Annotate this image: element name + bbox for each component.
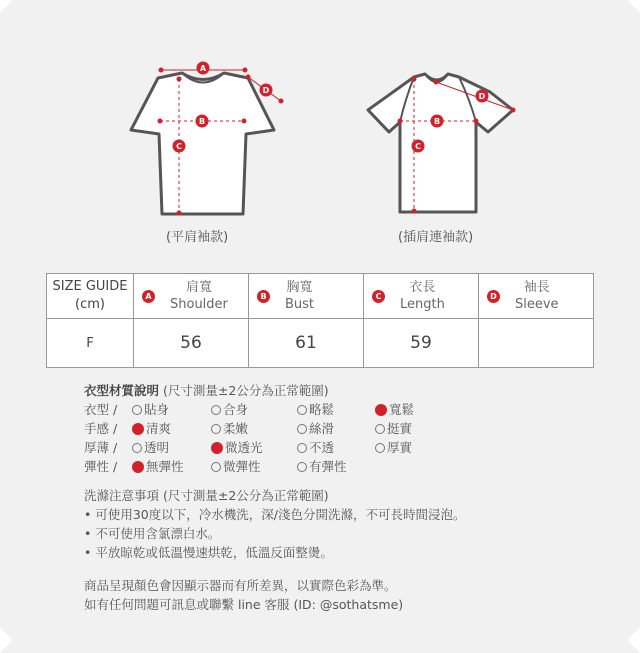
selected-circle-icon (132, 423, 144, 435)
frame-corner-bottom-right (627, 627, 640, 652)
header-en: Sleeve (515, 297, 559, 312)
selected-circle-icon (375, 404, 387, 416)
circle-icon (132, 443, 142, 453)
list-item: • 可使用30度以下，冷水機洗，深/淺色分開洗滌，不可長時間浸泡。 (84, 507, 466, 522)
sleeve-value (479, 319, 594, 368)
material-row-label: 手感 / (84, 421, 118, 436)
selected-circle-icon (132, 461, 144, 473)
table-header-row (47, 274, 594, 319)
badge-a: A (142, 290, 155, 303)
material-row (84, 457, 347, 476)
list-item: • 不可使用含氯漂白水。 (84, 526, 221, 541)
badge-c: C (372, 290, 385, 303)
measurement-diagram (0, 0, 640, 270)
badge-b: B (433, 117, 441, 126)
header-zh: 衣長 (409, 280, 436, 295)
wash-section (84, 486, 465, 562)
shoulder-value: 56 (134, 319, 249, 368)
header-length (364, 274, 479, 319)
circle-icon (375, 443, 385, 453)
header-en: Bust (285, 297, 315, 312)
size-label: F (47, 319, 134, 368)
material-note: (尺寸測量±2公分為正常範圍) (163, 383, 329, 398)
header-en: Shoulder (170, 297, 228, 312)
bust-value: 61 (249, 319, 364, 368)
selected-circle-icon (211, 442, 223, 454)
material-row (84, 419, 413, 438)
material-option: 無彈性 (132, 457, 184, 476)
material-row-label: 衣型 / (84, 402, 118, 417)
badge-b: B (198, 117, 206, 126)
material-option: 挺實 (375, 419, 412, 438)
circle-icon (297, 443, 307, 453)
caption-raglan: (插肩連袖款) (398, 230, 474, 245)
material-option: 微透光 (211, 438, 263, 457)
circle-icon (297, 405, 307, 415)
material-option: 不透 (297, 438, 334, 457)
header-zh: 胸寬 (286, 280, 313, 295)
material-heading (84, 381, 329, 400)
material-title: 衣型材質說明 (84, 383, 160, 398)
header-en: Length (400, 297, 445, 312)
header-shoulder (134, 274, 249, 319)
material-option: 透明 (132, 438, 169, 457)
circle-icon (132, 405, 142, 415)
table-row (47, 319, 594, 368)
material-option: 清爽 (132, 419, 171, 438)
circle-icon (375, 424, 385, 434)
circle-icon (297, 424, 307, 434)
circle-icon (211, 462, 221, 472)
badge-b: B (257, 290, 270, 303)
unit-label: (cm) (75, 297, 105, 312)
material-option: 絲滑 (297, 419, 334, 438)
circle-icon (211, 424, 221, 434)
material-option: 柔嫩 (211, 419, 248, 438)
material-row-label: 厚薄 / (84, 440, 118, 455)
header-zh: 肩寬 (185, 280, 212, 295)
material-section (84, 381, 415, 476)
material-option: 厚實 (375, 438, 412, 457)
size-guide-corner (47, 274, 134, 319)
frame-corner-bottom-left (0, 627, 13, 652)
material-option: 貼身 (132, 400, 169, 419)
circle-icon (297, 462, 307, 472)
header-zh: 袖長 (523, 280, 550, 295)
material-row (84, 438, 413, 457)
badge-c: C (176, 142, 182, 151)
material-option: 有彈性 (297, 457, 347, 476)
badge-d: D (262, 86, 270, 95)
wash-title: 洗滌注意事項 (尺寸測量±2公分為正常範圍) (84, 488, 329, 503)
badge-a: A (199, 64, 207, 73)
size-guide-table (46, 273, 594, 368)
header-bust (249, 274, 364, 319)
material-option: 寬鬆 (375, 400, 414, 419)
tee-raglan-icon (368, 74, 513, 212)
color-disclaimer: 商品呈現顏色會因顯示器而有所差異，以實際色彩為準。 (84, 578, 397, 593)
material-option: 略鬆 (297, 400, 334, 419)
badge-d: D (478, 92, 486, 101)
badge-d: D (487, 290, 500, 303)
material-row-label: 彈性 / (84, 459, 118, 474)
tee-flat-shoulder-icon (131, 73, 274, 214)
caption-flat-shoulder: (平肩袖款) (166, 230, 229, 245)
material-option: 微彈性 (211, 457, 261, 476)
circle-icon (211, 405, 221, 415)
list-item: • 平放晾乾或低溫慢速烘乾，低溫反面整燙。 (84, 545, 333, 560)
contact-info: 如有任何問題可訊息或聯繫 line 客服 (ID: @sothatsme) (84, 597, 404, 612)
size-guide-label: SIZE GUIDE (52, 279, 128, 294)
material-row (84, 400, 415, 419)
shop-notice (84, 576, 403, 614)
header-sleeve (479, 274, 594, 319)
length-value: 59 (364, 319, 479, 368)
material-option: 合身 (211, 400, 248, 419)
badge-c: C (415, 142, 421, 151)
